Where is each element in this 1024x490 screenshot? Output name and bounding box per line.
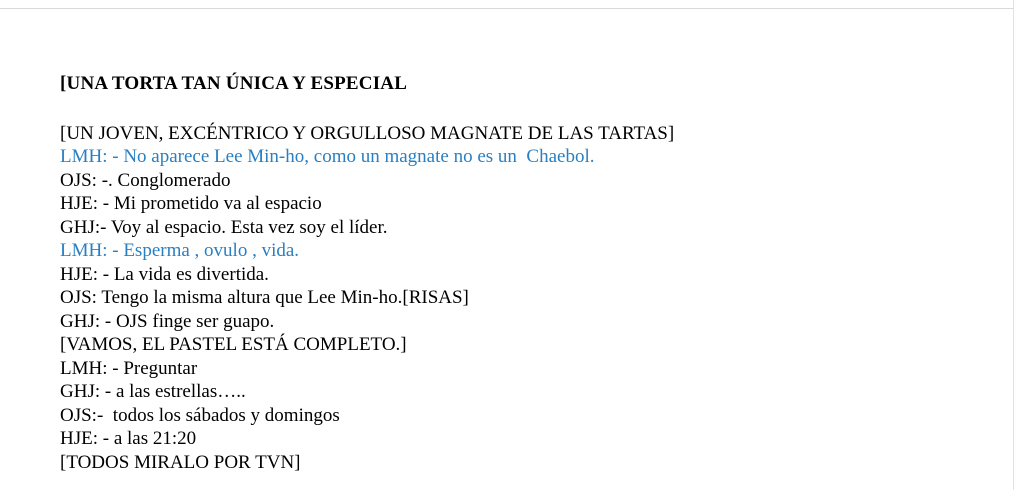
document-line: OJS:- todos los sábados y domingos [60, 404, 340, 426]
document-line: OJS: Tengo la misma altura que Lee Min-ho.[RISAS] [60, 287, 469, 309]
document-heading: [UNA TORTA TAN ÚNICA Y ESPECIAL [60, 73, 408, 94]
page-right-edge [1013, 0, 1024, 490]
document-line: [VAMOS, EL PASTEL ESTÁ COMPLETO.] [60, 334, 407, 356]
document-line: GHJ: - OJS finge ser guapo. [60, 310, 275, 332]
document-line: LMH: - Esperma , ovulo , vida. [60, 240, 300, 262]
document-line: [TODOS MIRALO POR TVN] [60, 451, 301, 473]
document-line: GHJ: - a las estrellas….. [60, 381, 246, 403]
document-line: [UN JOVEN, EXCÉNTRICO Y ORGULLOSO MAGNATE DE LAS TARTAS] [60, 122, 675, 144]
document-line: HJE: - La vida es divertida. [60, 263, 269, 285]
document-lines [60, 122, 960, 475]
document-line: HJE: - Mi prometido va al espacio [60, 193, 322, 215]
document-line: OJS: -. Conglomerado [60, 169, 231, 191]
page-top-edge [0, 0, 1024, 9]
document-line: HJE: - a las 21:20 [60, 428, 197, 450]
document-text-body [60, 72, 960, 474]
document-line: LMH: - Preguntar [60, 357, 198, 379]
document-line: LMH: - No aparece Lee Min-ho, como un magnate no es un Chaebol. [60, 146, 595, 168]
document-line: GHJ:- Voy al espacio. Esta vez soy el líder. [60, 216, 388, 238]
